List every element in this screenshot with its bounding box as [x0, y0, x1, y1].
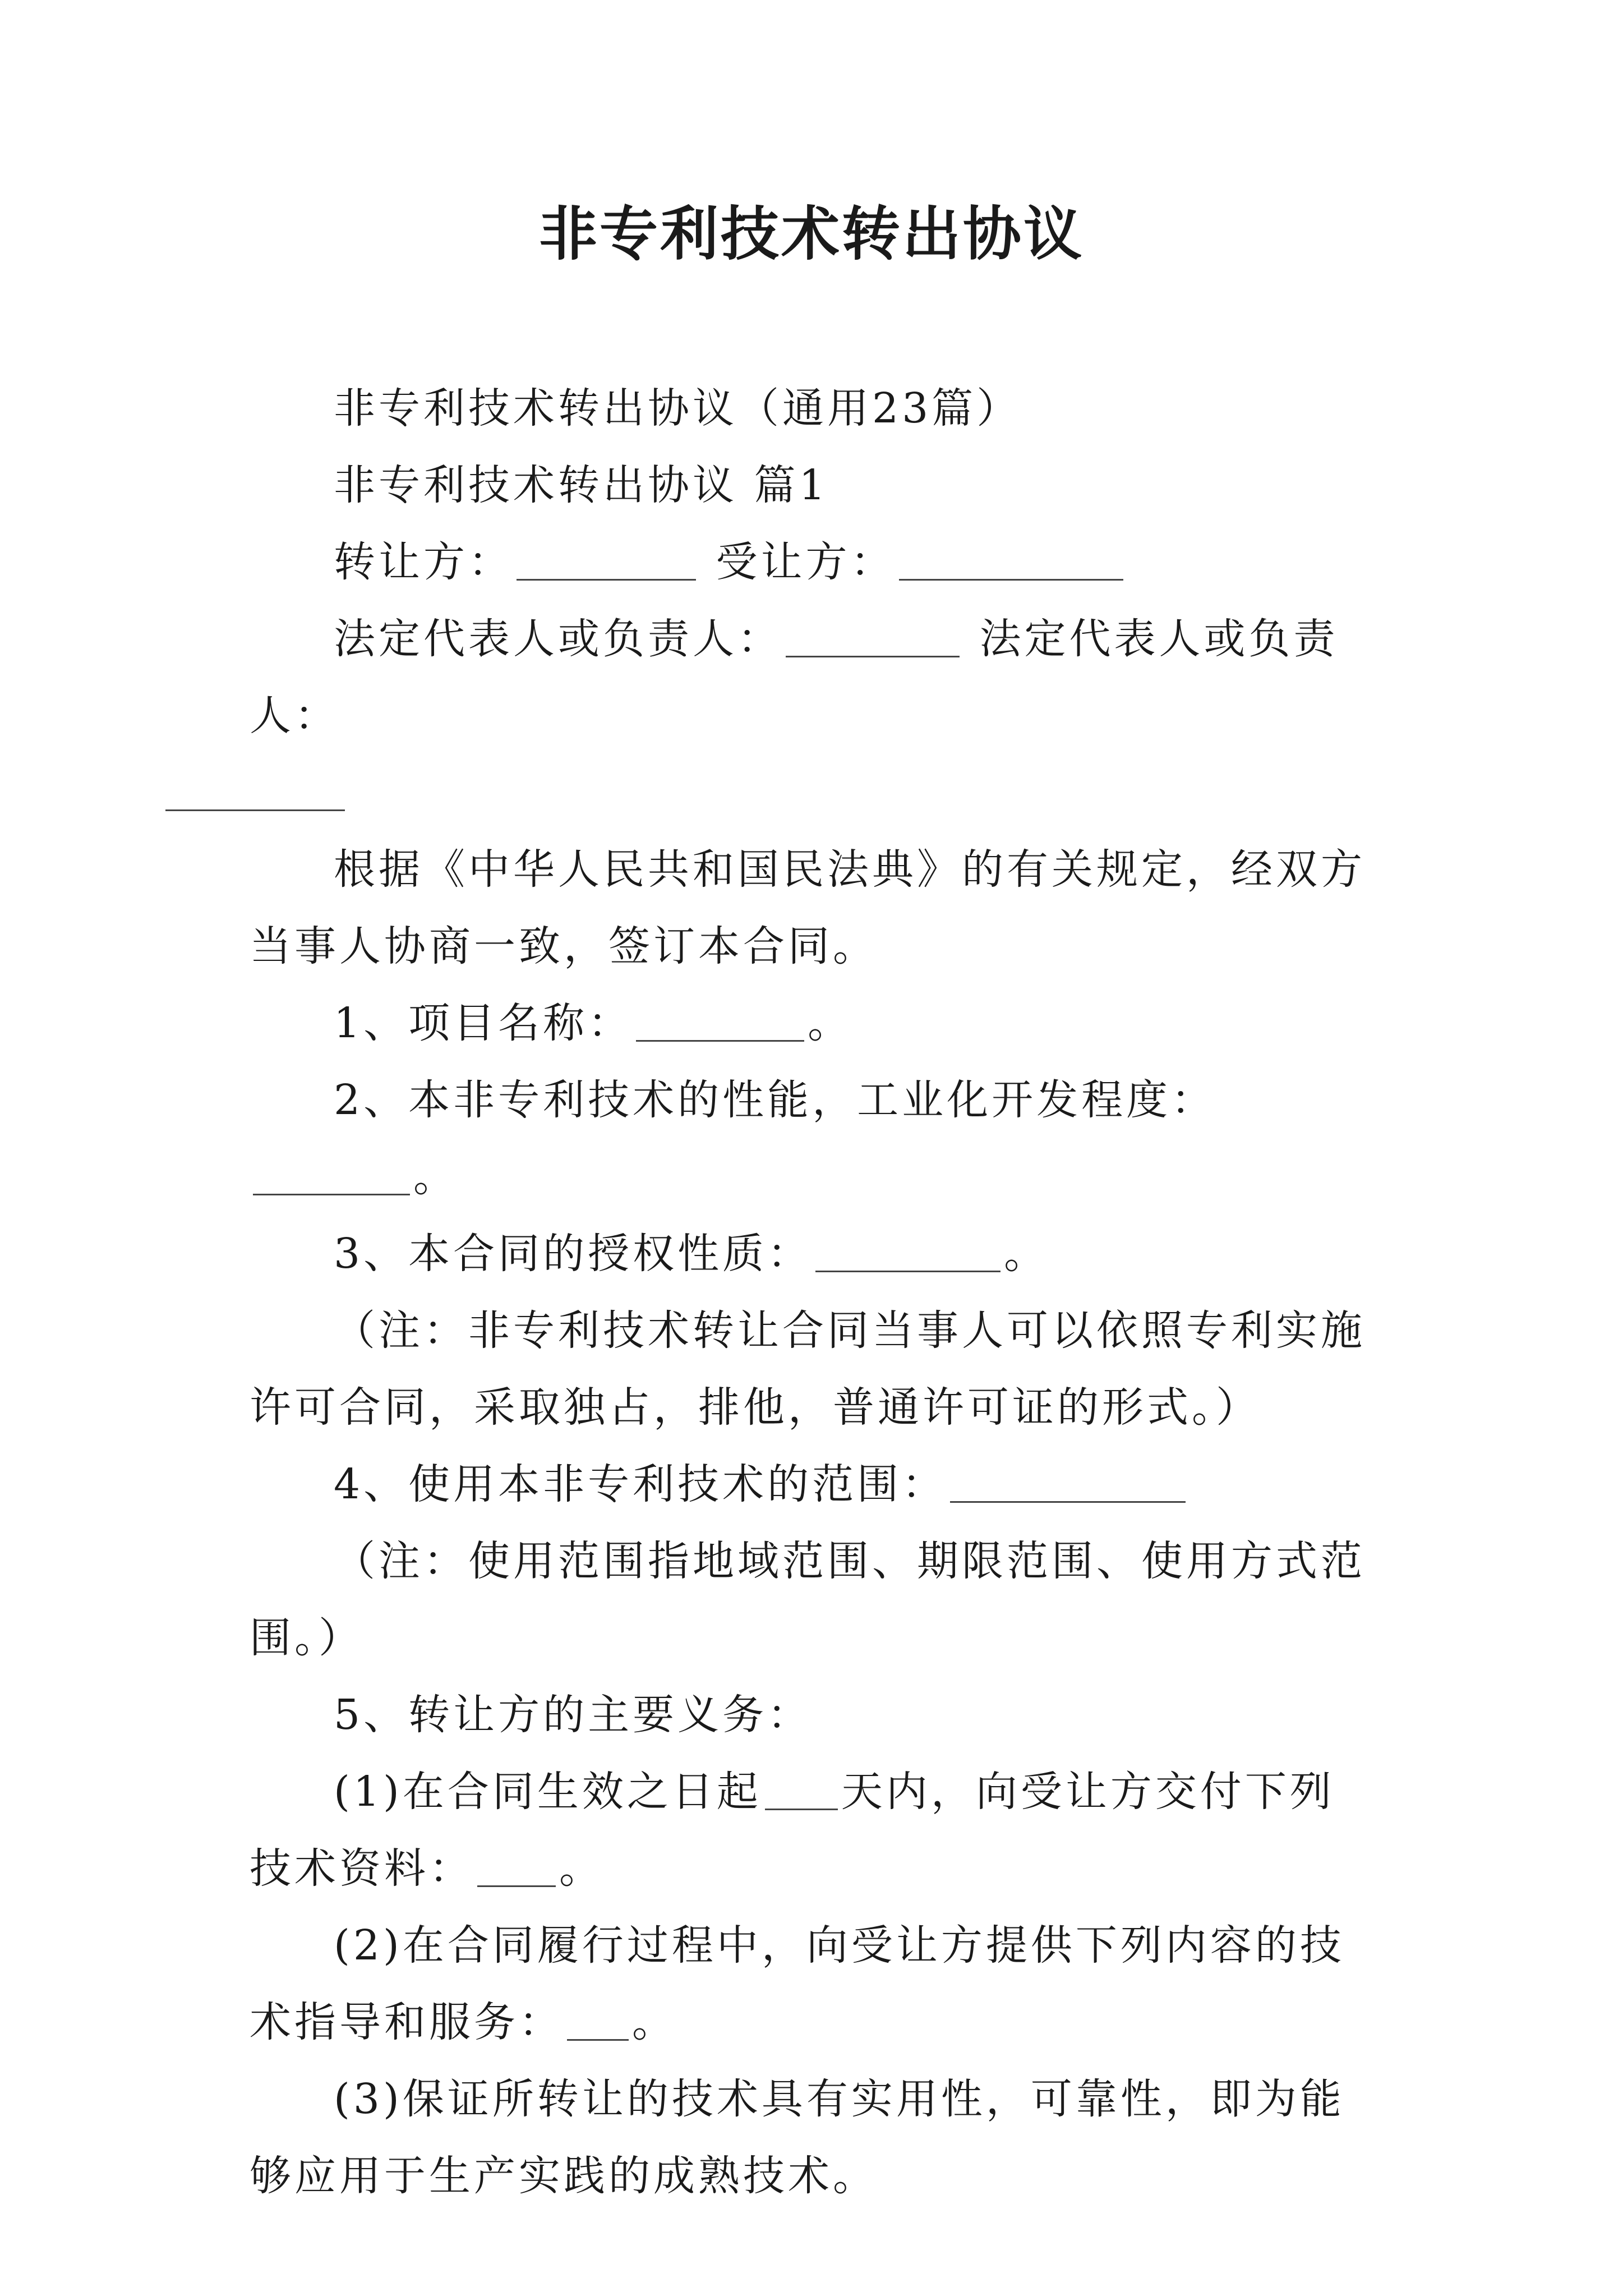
- note-1: （注：非专利技术转让合同当事人可以依照专利实施许可合同，采取独占，排他，普通许可证的形式。）: [250, 1306, 1366, 1432]
- representative-2-label: 法定代表人或负责人：: [250, 615, 1339, 740]
- obligation-1-days-blank: [765, 1769, 838, 1810]
- obligation-1-materials-blank: [477, 1846, 556, 1887]
- item-3-end: 。: [1004, 1230, 1049, 1278]
- item-1-blank: [636, 1001, 804, 1042]
- obligation-1: [250, 1754, 1377, 1907]
- transferee-label: 受让方：: [716, 538, 896, 586]
- document-body: [250, 370, 1377, 2215]
- transferee-blank: [899, 540, 1123, 581]
- transferor-label: 转让方：: [334, 538, 513, 586]
- representative-2-blank: [165, 770, 345, 811]
- obligation-1-end: 。: [559, 1844, 604, 1893]
- item-4: [250, 1446, 1377, 1523]
- representatives-line: [250, 601, 1377, 754]
- item-1: [250, 985, 1377, 1062]
- item-2-blank: [253, 1154, 410, 1195]
- representative-1-blank: [786, 616, 960, 657]
- item-2-end: 。: [413, 1153, 458, 1201]
- obligation-2-part-1: (2)在合同履行过程中，向受让方提供下列内容的技术指导和服务：: [250, 1921, 1345, 2046]
- item-3-blank: [815, 1231, 1000, 1272]
- item-4-blank: [950, 1462, 1186, 1503]
- obligation-2-end: 。: [632, 1998, 677, 2046]
- item-4-text: 4、使用本非专利技术的范围：: [334, 1460, 947, 1508]
- intro-line: 非专利技术转出协议（通用23篇）: [334, 384, 1022, 432]
- obligation-3: (3)保证所转让的技术具有实用性，可靠性，即为能够应用于生产实践的成熟技术。: [250, 2075, 1345, 2200]
- obligation-2: [250, 1907, 1377, 2061]
- document-title: 非专利技术转出协议: [538, 199, 1084, 268]
- section-heading: 非专利技术转出协议 篇1: [334, 461, 829, 509]
- parties-line: [250, 524, 1377, 601]
- transferor-blank: [517, 540, 696, 581]
- representative-1-label: 法定代表人或负责人：: [334, 615, 782, 663]
- note-2: （注：使用范围指地域范围、期限范围、使用方式范围。）: [250, 1537, 1366, 1662]
- item-3: [250, 1216, 1377, 1292]
- item-1-end: 。: [808, 999, 853, 1047]
- representative-2-blank-line: [250, 754, 1377, 831]
- item-2: [250, 1062, 1377, 1216]
- preamble: 根据《中华人民共和国民法典》的有关规定，经双方当事人协商一致，签订本合同。: [250, 845, 1366, 970]
- obligation-1-part-2: 天内，向受让方交付下列技术资料：: [250, 1768, 1335, 1893]
- obligation-1-part-1: (1)在合同生效之日起: [334, 1768, 762, 1816]
- obligation-2-blank: [567, 2000, 629, 2041]
- item-3-text: 3、本合同的授权性质：: [334, 1230, 813, 1278]
- item-1-text: 1、项目名称：: [334, 999, 633, 1047]
- item-2-text: 2、本非专利技术的性能，工业化开发程度：: [334, 1076, 1216, 1124]
- item-5: 5、转让方的主要义务：: [334, 1691, 813, 1739]
